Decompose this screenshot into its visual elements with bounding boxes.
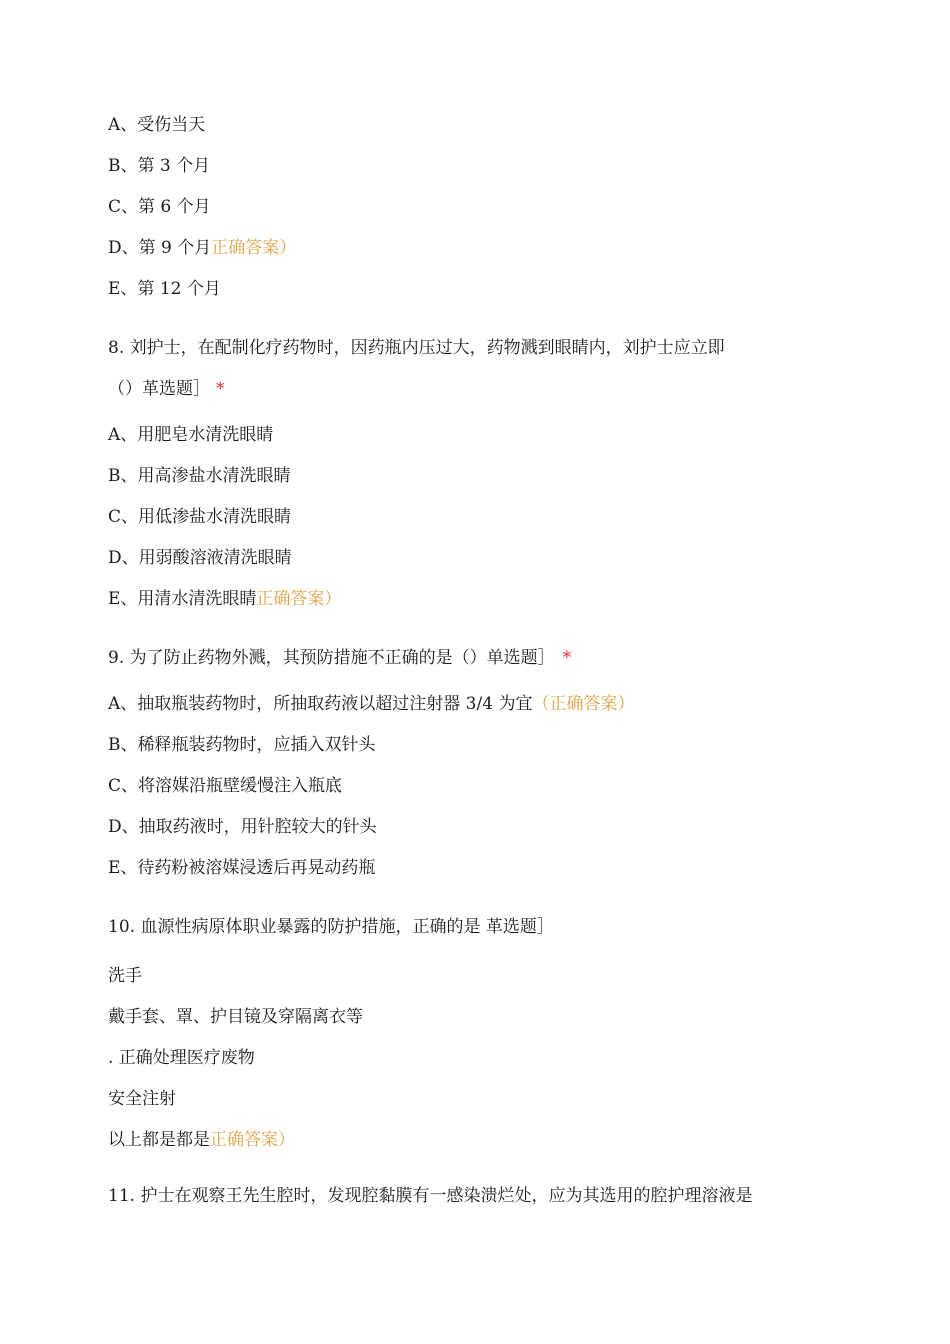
q9-stem	[108, 646, 571, 670]
q8-option-c: C、用低渗盐水清洗眼睛	[108, 507, 292, 527]
q8-option-a: A、用肥皂水清洗眼睛	[108, 425, 274, 445]
q8-stem-line2	[108, 377, 225, 401]
q9-required-mark: *	[562, 648, 572, 668]
q7-option-c: C、第 6 个月	[108, 197, 211, 217]
q10-option-5-text: 以上都是都是	[108, 1130, 210, 1150]
q8-option-e-text: E、用清水清洗眼睛	[108, 589, 257, 609]
q11-stem: 11. 护士在观察王先生腔时，发现腔黏膜有一感染溃烂处，应为其选用的腔护理溶液是	[108, 1186, 753, 1206]
q8-stem-line1: 8. 刘护士，在配制化疗药物时，因药瓶内压过大，药物溅到眼睛内，刘护士应立即	[108, 338, 725, 358]
q7-option-d-text: D、第 9 个月	[108, 238, 212, 258]
q8-option-b: B、用高渗盐水清洗眼睛	[108, 466, 291, 486]
q10-option-5	[108, 1128, 295, 1152]
q10-option-2: 戴手套、罩、护目镜及穿隔离衣等	[108, 1007, 363, 1027]
q10-option-3: . 正确处理医疗废物	[108, 1048, 255, 1068]
q7-option-a: A、受伤当天	[108, 115, 206, 135]
q9-option-a-text: A、抽取瓶装药物时，所抽取药液以超过注射器 3/4 为宜	[108, 694, 533, 714]
q10-stem: 10. 血源性病原体职业暴露的防护措施，正确的是 革选题］	[108, 917, 554, 937]
q8-option-e	[108, 587, 341, 611]
q7-option-b: B、第 3 个月	[108, 156, 211, 176]
q9-stem-text: 9. 为了防止药物外溅，其预防措施不正确的是（）单选题］	[108, 648, 555, 668]
q8-required-mark: *	[216, 379, 225, 399]
q9-option-b: B、稀释瓶装药物时，应插入双针头	[108, 735, 376, 755]
q9-option-c: C、将溶媒沿瓶壁缓慢注入瓶底	[108, 776, 343, 796]
q9-option-d: D、抽取药液时，用针腔较大的针头	[108, 817, 377, 837]
q8-stem-line2-text: （）革选题］	[108, 379, 210, 399]
q10-answer-mark: 正确答案）	[210, 1130, 295, 1150]
q7-option-d	[108, 236, 296, 260]
q7-option-e: E、第 12 个月	[108, 279, 221, 299]
q8-option-d: D、用弱酸溶液清洗眼睛	[108, 548, 292, 568]
q7-answer-mark: 正确答案）	[211, 238, 297, 258]
q9-option-a	[108, 692, 634, 716]
q10-option-1: 洗手	[108, 966, 142, 986]
q9-answer-mark: （正确答案）	[532, 694, 635, 714]
q10-option-4: 安全注射	[108, 1089, 176, 1109]
q9-option-e: E、待药粉被溶媒浸透后再晃动药瓶	[108, 858, 376, 878]
q8-answer-mark: 正确答案）	[256, 589, 342, 609]
